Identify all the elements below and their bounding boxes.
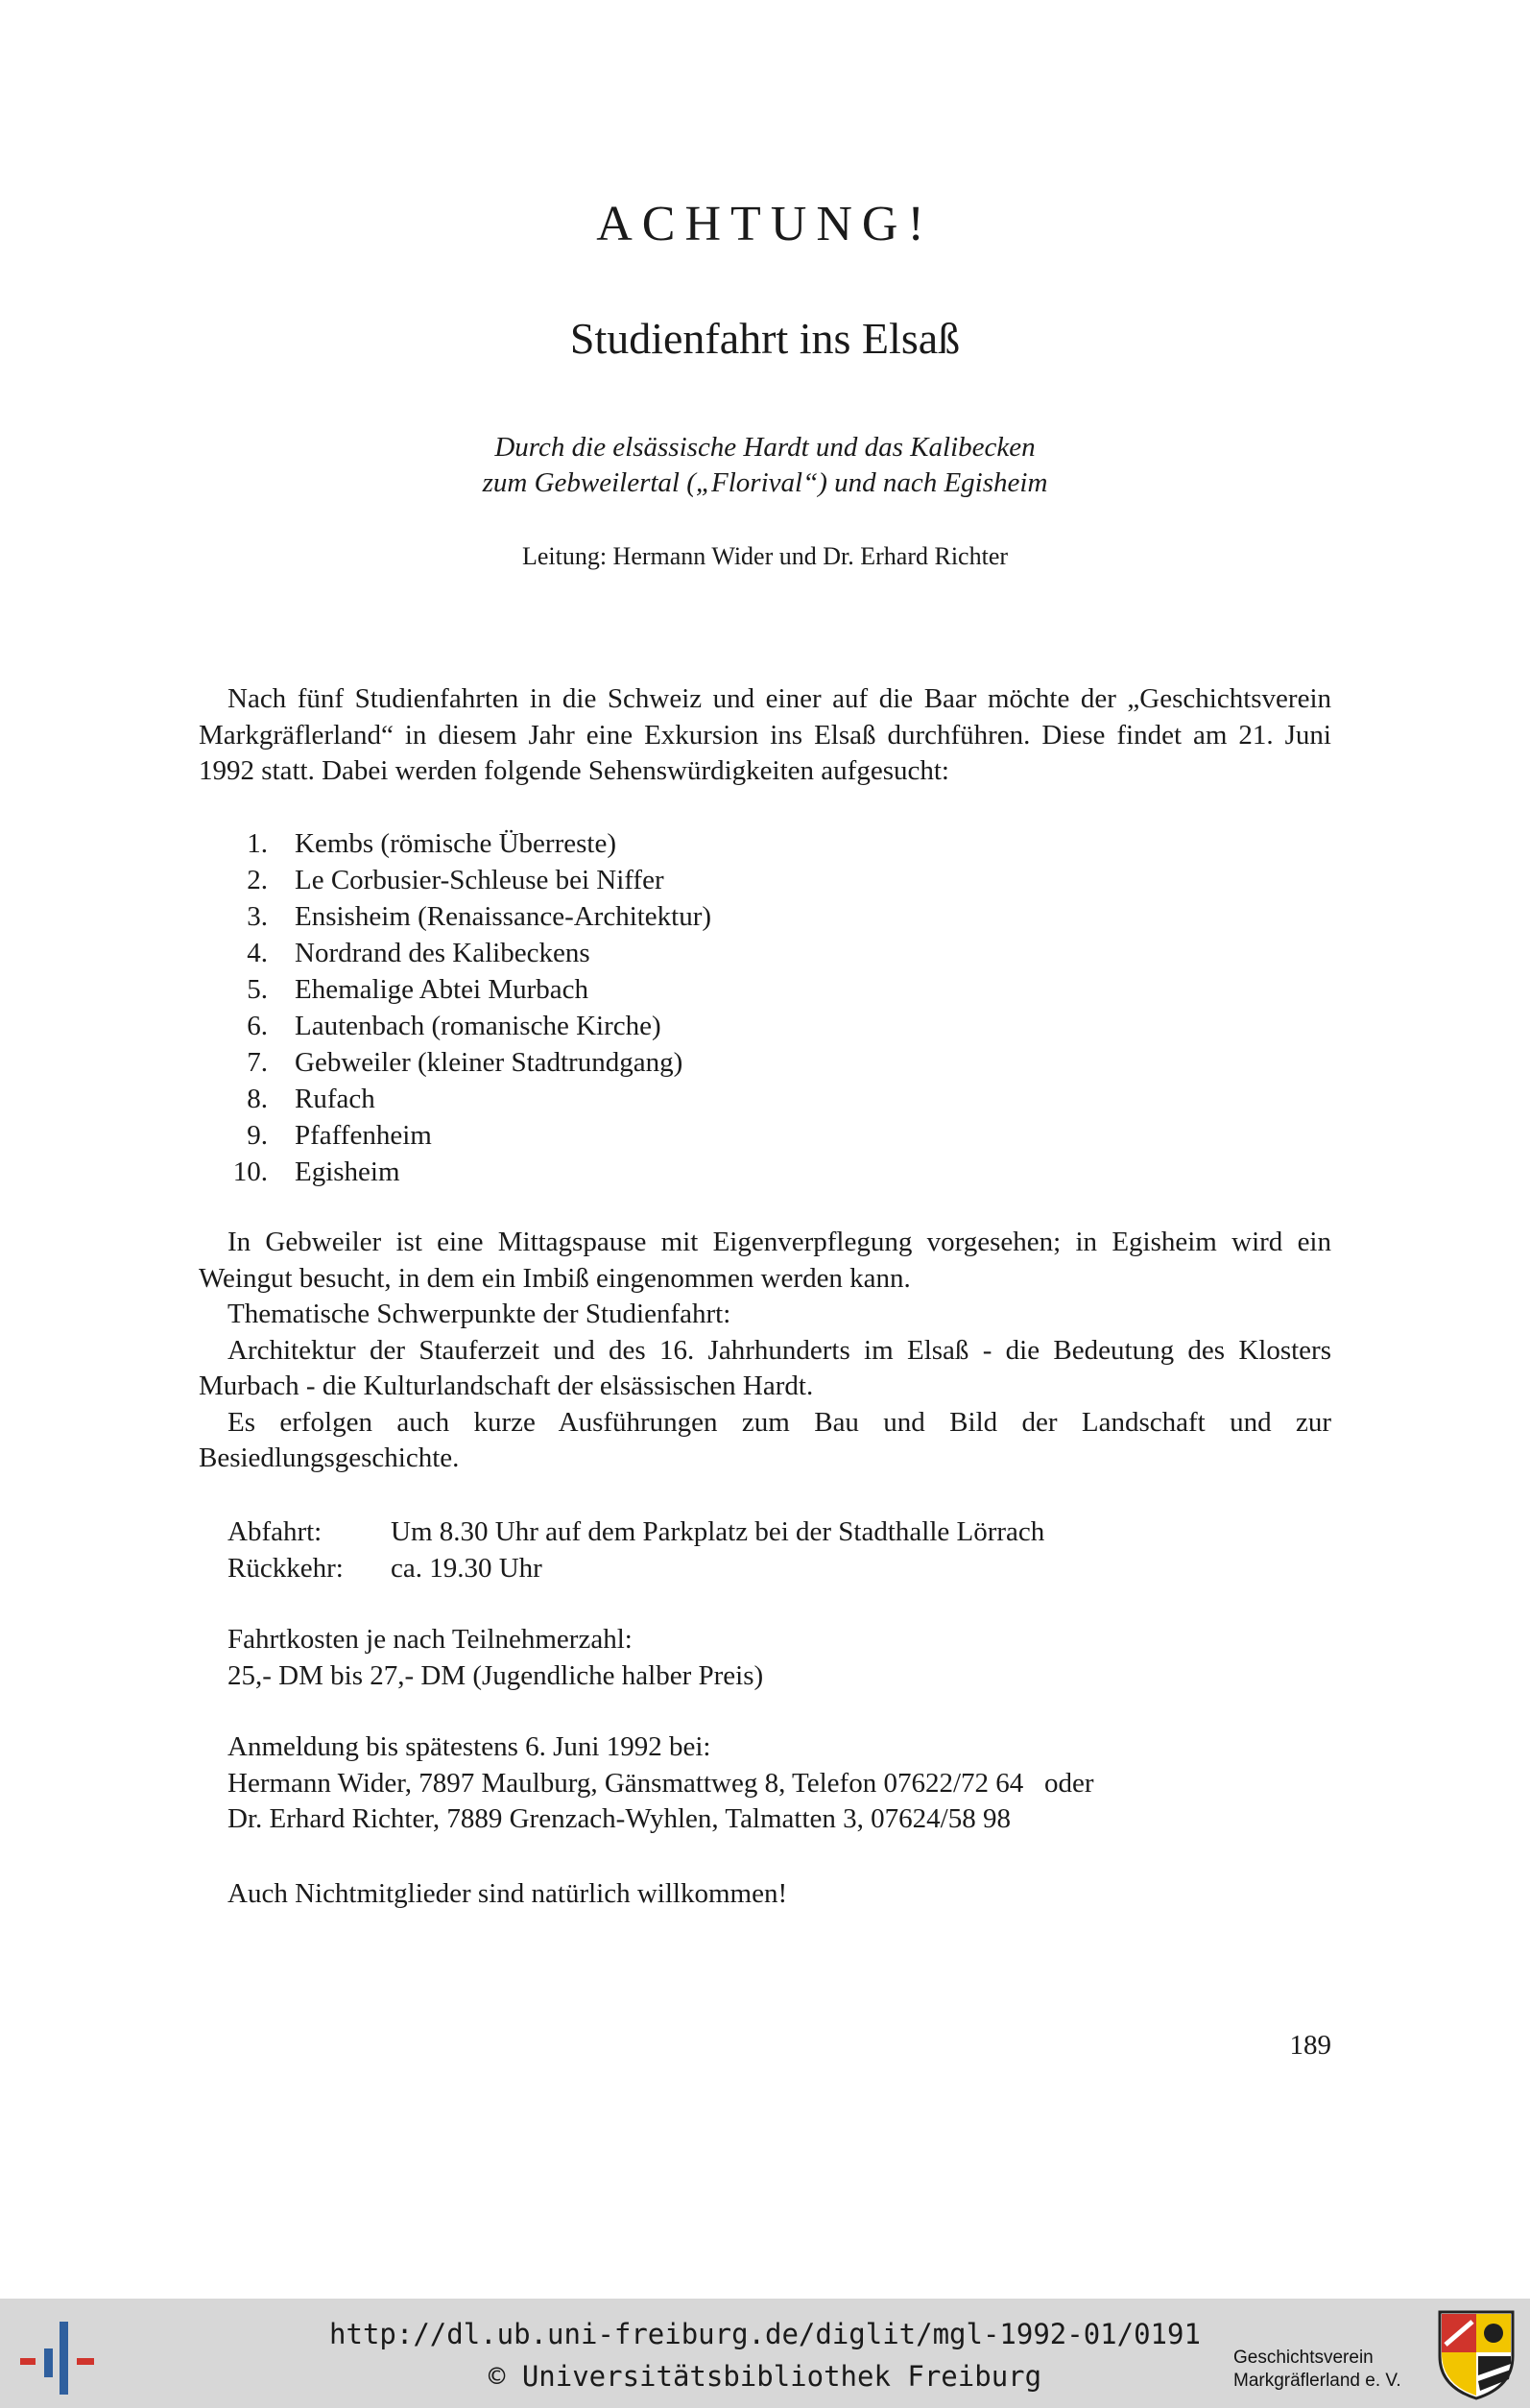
registration-line-3: Dr. Erhard Richter, 7889 Grenzach-Wyhlen, Talmatten 3, 07624/58 98 [227,1803,1011,1834]
list-item-label: Rufach [295,1084,375,1114]
list-item-number: 9. [247,1120,268,1151]
topics-label: Thematische Schwerpunkte der Studienfahrt: [227,1299,731,1329]
return-row [227,1551,1331,1587]
society-name [1233,2347,1425,2393]
list-item [199,1117,1063,1154]
list-item-label: Pfaffenheim [295,1120,432,1151]
list-item [199,935,1063,971]
subtitle-line-2: zum Gebweilertal („Florival“) und nach Egisheim [482,467,1048,498]
list-item-number: 8. [247,1084,268,1114]
list-item [199,1008,1063,1044]
cost-line-2: 25,- DM bis 27,- DM (Jugendliche halber Preis) [227,1659,764,1691]
cost-block [227,1622,1331,1694]
coat-of-arms-icon [1436,2308,1517,2400]
list-item-label: Le Corbusier-Schleuse bei Niffer [295,865,664,895]
details-section [199,1225,1331,1477]
list-item-label: Nordrand des Kalibeckens [295,938,590,968]
society-name-line-1: Geschichtsverein [1233,2348,1374,2368]
list-item-label: Lautenbach (romanische Kirche) [295,1011,661,1041]
return-label: Rückkehr: [227,1552,344,1584]
departure-row [227,1514,1331,1551]
list-item-number: 3. [247,901,268,932]
lunch-paragraph: In Gebweiler ist eine Mittagspause mit Eigenverpflegung vorgesehen; in Egisheim wird ein Weingut besucht, in dem ein Imbiß eingenommen werden kann. [199,1227,1331,1294]
footer-bar [0,2299,1530,2408]
list-item [199,971,1063,1008]
registration-line-2: Hermann Wider, 7897 Maulburg, Gänsmattweg 8, Telefon 07622/72 64 oder [227,1767,1094,1799]
list-item [199,825,1063,862]
topics-paragraph: Architektur der Stauferzeit und des 16. Jahrhunderts im Elsaß - die Bedeutung des Klosters Murbach - die Kulturlandschaft der elsässischen Hardt. [199,1334,1331,1401]
list-item-label: Ehemalige Abtei Murbach [295,974,589,1005]
list-item-number: 7. [247,1047,268,1078]
list-item-number: 2. [247,865,268,895]
list-item [199,1081,1063,1117]
cost-line-1: Fahrtkosten je nach Teilnehmerzahl: [227,1624,633,1655]
article-title: Studienfahrt ins Elsaß [569,314,961,363]
welcome-line: Auch Nichtmitglieder sind natürlich willkommen! [227,1878,788,1909]
list-item [199,1044,1063,1081]
list-item-label: Egisheim [295,1156,400,1187]
subtitle-line-1: Durch die elsässische Hardt und das Kalibecken [494,432,1036,463]
registration-block [227,1729,1331,1838]
return-value: ca. 19.30 Uhr [391,1552,542,1584]
footer-copyright: © Universitätsbibliothek Freiburg [488,2360,1042,2393]
schedule-block [227,1514,1331,1586]
intro-text: Nach fünf Studienfahrten in die Schweiz und einer auf die Baar möchte der „Geschichtsverein Markgräflerland“ in diesem Jahr eine Exkursion ins Elsaß durchführen. Diese findet am 21. Juni 1992 statt. Dabei werden folgende Sehenswürdigkeiten aufgesucht: [199,683,1331,786]
departure-value: Um 8.30 Uhr auf dem Parkplatz bei der Stadthalle Lörrach [391,1516,1045,1547]
list-item-number: 4. [247,938,268,968]
page-number: 189 [1289,2030,1331,2061]
list-item-label: Ensisheim (Renaissance-Architektur) [295,901,712,932]
list-item-number: 5. [247,974,268,1005]
registration-line-1: Anmeldung bis spätestens 6. Juni 1992 bei: [227,1731,711,1762]
list-item-number: 6. [247,1011,268,1041]
list-item-label: Gebweiler (kleiner Stadtrundgang) [295,1047,683,1078]
list-item-label: Kembs (römische Überreste) [295,828,616,859]
list-item-number: 10. [232,1156,268,1187]
society-name-line-2: Markgräflerland e. V. [1233,2371,1401,2391]
list-item [199,898,1063,935]
list-item [199,862,1063,898]
leadership-line: Leitung: Hermann Wider und Dr. Erhard Richter [521,542,1009,570]
list-item [199,1154,1063,1190]
page-heading: ACHTUNG! [596,197,934,251]
footer-url-link[interactable]: http://dl.ub.uni-freiburg.de/diglit/mgl-1992-01/0191 [329,2318,1201,2350]
places-list [199,825,1063,1190]
notes-paragraph: Es erfolgen auch kurze Ausführungen zum Bau und Bild der Landschaft und zur Besiedlungsgeschichte. [199,1406,1331,1473]
list-item-number: 1. [247,828,268,859]
intro-paragraph [199,681,1331,790]
departure-label: Abfahrt: [227,1516,323,1547]
crest-lion [1484,2324,1503,2343]
